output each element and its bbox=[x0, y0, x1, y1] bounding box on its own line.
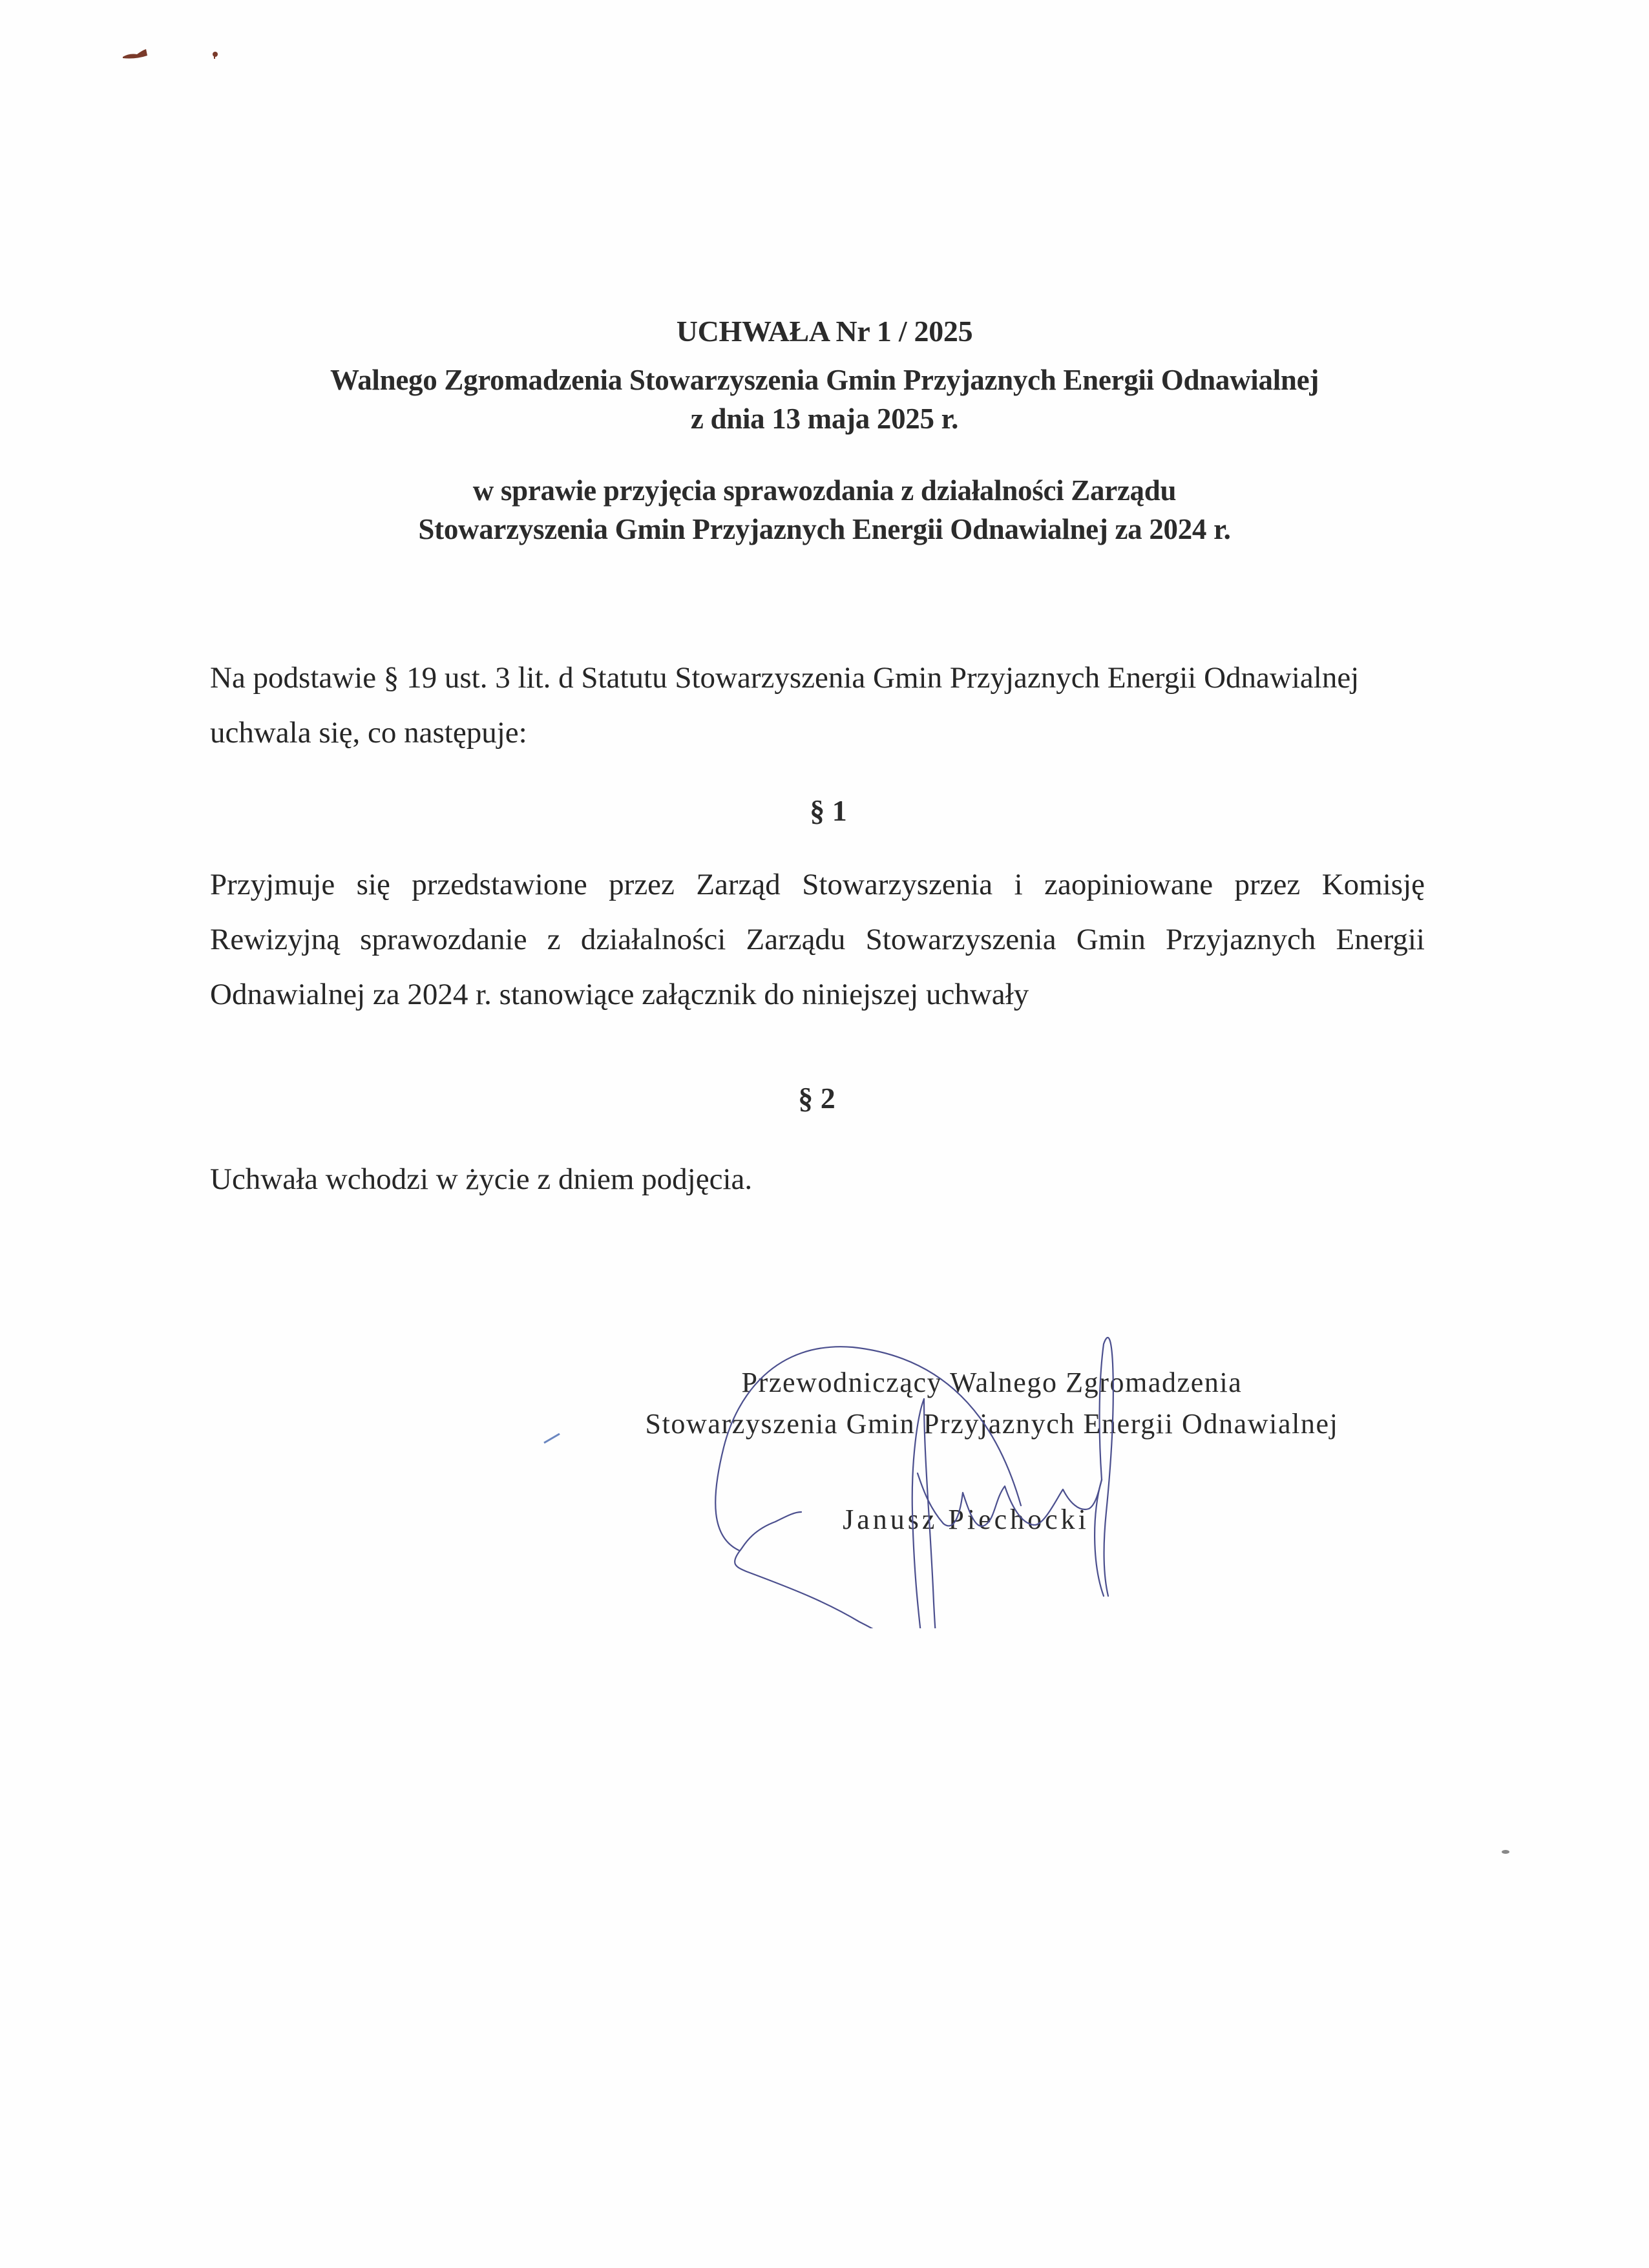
scan-mark bbox=[116, 45, 246, 65]
resolution-title: UCHWAŁA Nr 1 / 2025 bbox=[676, 315, 973, 348]
resolution-subject-line1: w sprawie przyjęcia sprawozdania z działalności Zarządu bbox=[472, 474, 1177, 507]
signatory-role-line2: Stowarzyszenia Gmin Przyjaznych Energii Odnawialnej bbox=[645, 1408, 1339, 1440]
section-1-heading: § 1 bbox=[810, 794, 847, 827]
resolution-subject-line2: Stowarzyszenia Gmin Przyjaznych Energii Odnawialnej za 2024 r. bbox=[418, 513, 1231, 545]
section-2-text: Uchwała wchodzi w życie z dniem podjęcia. bbox=[210, 1162, 753, 1196]
section-2-heading: § 2 bbox=[798, 1082, 835, 1115]
legal-basis-paragraph: Na podstawie § 19 ust. 3 lit. d Statutu Stowarzyszenia Gmin Przyjaznych Energii Odnawialnej uchwala się, co następuje: bbox=[210, 661, 1360, 750]
signatory-name: Janusz Piechocki bbox=[843, 1504, 1089, 1535]
handwritten-signature bbox=[582, 1318, 1389, 1628]
scan-mark bbox=[1499, 1848, 1512, 1856]
signatory-role-line1: Przewodniczący Walnego Zgromadzenia bbox=[741, 1367, 1243, 1398]
section-1-text: Przyjmuje się przedstawione przez Zarząd Stowarzyszenia i zaopiniowane przez Komisję Rewizyjną sprawozdanie z działalności Zarządu Stowarzyszenia Gmin Przyjaznych Energii Odnawialnej za 2024 r. stanowiące załącznik do niniejszej uchwały bbox=[210, 868, 1425, 1011]
resolution-date: z dnia 13 maja 2025 r. bbox=[690, 403, 959, 435]
issuing-body: Walnego Zgromadzenia Stowarzyszenia Gmin Przyjaznych Energii Odnawialnej bbox=[330, 364, 1319, 396]
scan-mark bbox=[543, 1431, 562, 1444]
